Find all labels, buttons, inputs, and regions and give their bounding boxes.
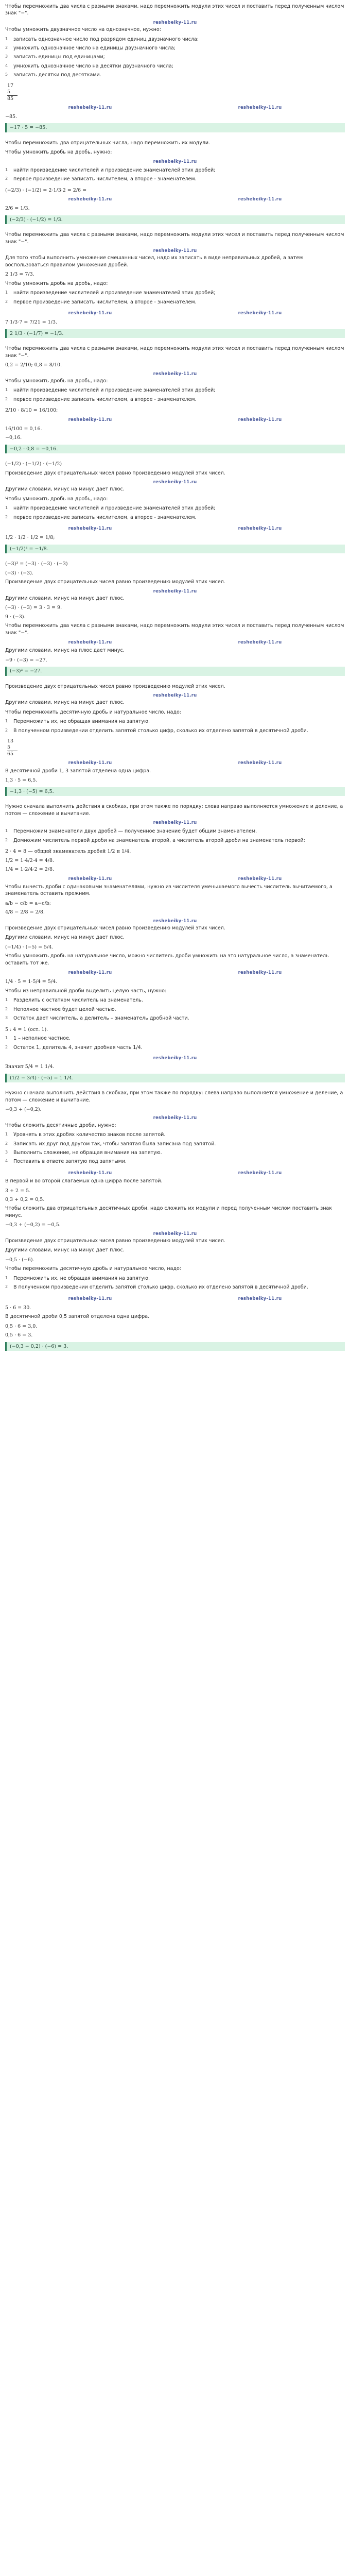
steps-list [5, 1131, 345, 1165]
math-line: 4/8 − 2/8 = 2/8. [5, 909, 45, 916]
math-line: (−1/4) · (−5) = 5/4. [5, 944, 54, 950]
rule-text: Чтобы умножить дробь на дробь, надо: [5, 496, 108, 502]
math-line: −9 · (−3) = −27. [5, 657, 47, 663]
math-line: 2 · 4 = 8 — общий знаменатель дробей 1/2 и 1/4. [5, 849, 131, 855]
math-line: 0,2 = 2/10; 0,8 = 8/10. [5, 362, 62, 368]
answer-box: −0,2 · 0,8 = −0,16. [5, 445, 345, 453]
rule-text: Другими словами, минус на минус дает плюс. [5, 486, 125, 493]
step-item: записать единицы под единицами; [13, 54, 105, 60]
watermark: reshebeiky-11.ru [238, 311, 282, 316]
watermark: reshebeiky-11.ru [153, 918, 197, 924]
steps-list [5, 718, 345, 734]
watermark: reshebeiky-11.ru [68, 876, 112, 882]
watermark: reshebeiky-11.ru [68, 311, 112, 316]
watermark: reshebeiky-11.ru [238, 105, 282, 110]
rule-text: Чтобы сложить десятичные дроби, нужно: [5, 1122, 116, 1128]
math-line: 3 + 2 = 5. [5, 1188, 31, 1194]
watermark: reshebeiky-11.ru [153, 159, 197, 164]
step-item: записать десятки под десятками. [13, 72, 101, 78]
answer-box: (1/2 − 3/4) · (−5) = 1 1/4. [5, 1074, 345, 1082]
math-line: −0,5 · (−6). [5, 1257, 34, 1263]
answer-box: (−2/3) · (−1/2) = 1/3. [5, 215, 345, 224]
rule-text: Чтобы из неправильной дроби выделить целую часть, нужно: [5, 988, 167, 994]
column-operand: 5 [7, 744, 11, 750]
solution-section-7 [5, 683, 345, 796]
math-line: 0,5 · 6 = 3. [5, 1332, 33, 1338]
solution-section-1 [5, 3, 345, 132]
watermark: reshebeiky-11.ru [238, 639, 282, 645]
solution-section-8 [5, 803, 345, 1082]
math-line: 1/2 = 1·4/2·4 = 4/8. [5, 857, 55, 863]
solution-section-4 [5, 345, 345, 453]
rule-text: Чтобы умножить дробь на натуральное число, можно числитель дроби умножить на это натуральное число, а знаменатель оставить тот же. [5, 953, 329, 966]
rule-text: Произведение двух отрицательных чисел равно произведению модулей этих чисел. [5, 470, 225, 476]
rule-text: В десятичной дроби 0,5 запятой отделена одна цифра. [5, 1314, 150, 1320]
steps-list [5, 1035, 345, 1051]
math-line: −0,16. [5, 435, 22, 441]
rule-text: Нужно сначала выполнить действия в скобках, при этом также по порядку: слева направо выполняется умножение и деление, а потом — сложение и вычитание. [5, 804, 343, 817]
math-line: 2/10 · 8/10 = 16/100; [5, 408, 58, 414]
watermark: reshebeiky-11.ru [153, 1115, 197, 1121]
step-item: умножить однозначное число на десятки двузначного числа; [13, 63, 173, 69]
math-line: 16/100 = 0,16. [5, 426, 42, 432]
watermark: reshebeiky-11.ru [238, 876, 282, 882]
step-item: найти произведение числителей и произведение знаменателей этих дробей; [13, 167, 216, 173]
watermark: reshebeiky-11.ru [238, 526, 282, 532]
watermark: reshebeiky-11.ru [68, 105, 112, 110]
math-line: 1,3 · 5 = 6,5. [5, 777, 38, 784]
watermark: reshebeiky-11.ru [238, 417, 282, 422]
math-line: −0,3 + (−0,2) = −0,5. [5, 1222, 61, 1228]
step-item: найти произведение числителей и произведение знаменателей этих дробей; [13, 290, 216, 296]
watermark: reshebeiky-11.ru [153, 480, 197, 485]
answer-box: (−0,3 − 0,2) · (−6) = 3. [5, 1342, 345, 1351]
steps-list [5, 167, 345, 183]
step-item: Остаток 1, делитель 4, значит дробная часть 1/4. [13, 1044, 143, 1050]
step-item: Неполное частное будет целой частью. [13, 1006, 116, 1012]
math-line: (−2/3) · (−1/2) = 2·1/3·2 = 2/6 = [5, 187, 87, 193]
answer-box: 2 1/3 · (−1/7) = −1/3. [5, 329, 345, 338]
answer-box: (−3)³ = −27. [5, 667, 345, 675]
rule-text: Произведение двух отрицательных чисел равно произведению модулей этих чисел. [5, 579, 225, 585]
math-line: 1/2 · 1/2 · 1/2 = 1/8; [5, 535, 55, 541]
rule-text: Чтобы перемножить два числа с разными знаками, надо перемножить модули этих чисел и поставить перед полученным числом знак "−". [5, 4, 344, 16]
math-line: 2/6 = 1/3. [5, 206, 30, 212]
rule-text: Для того чтобы выполнить умножение смешанных чисел, надо их записать в виде неправильных дробей, а затем воспользоваться правилом умножения дробей. [5, 255, 303, 268]
answer-box: −1,3 · (−5) = 6,5. [5, 787, 345, 796]
rule-text: Другими словами, минус на плюс дает минус. [5, 648, 125, 654]
steps-list [5, 828, 345, 844]
math-line: −85. [5, 113, 18, 120]
watermark: reshebeiky-11.ru [153, 1056, 197, 1061]
math-line: 1/4 = 1·2/4·2 = 2/8. [5, 867, 55, 873]
watermark: reshebeiky-11.ru [68, 970, 112, 976]
rule-text: Произведение двух отрицательных чисел равно произведению модулей этих чисел. [5, 683, 225, 689]
steps-list [5, 36, 345, 79]
watermark: reshebeiky-11.ru [153, 820, 197, 826]
step-item: умножить однозначное число на единицы двузначного числа; [13, 45, 176, 51]
watermark: reshebeiky-11.ru [68, 417, 112, 422]
step-item: найти произведение числителей и произведение знаменателей этих дробей; [13, 505, 216, 512]
watermark: reshebeiky-11.ru [238, 760, 282, 766]
rule-text: Чтобы умножить дробь на дробь, надо: [5, 280, 108, 286]
answer-box: −17 · 5 = −85. [5, 123, 345, 132]
steps-list [5, 387, 345, 403]
step-item: Перемножить их, не обращая внимания на запятую. [13, 719, 150, 725]
rule-text: Произведение двух отрицательных чисел равно произведению модулей этих чисел. [5, 925, 225, 931]
watermark: reshebeiky-11.ru [238, 970, 282, 976]
rule-text: Другими словами, минус на минус дает плюс. [5, 935, 125, 941]
step-item: первое произведение записать числителем, а второе - знаменателем. [13, 514, 197, 520]
column-result: 85 [7, 95, 18, 102]
step-item: Выполнить сложение, не обращая внимания на запятую. [13, 1150, 162, 1156]
math-line: 5 · 6 = 30. [5, 1304, 31, 1311]
rule-text: Чтобы перемножить десятичную дробь и натуральное число, надо: [5, 1266, 181, 1272]
math-line: 9 · (−3). [5, 614, 26, 620]
math-line: (−3)³ = (−3) · (−3) · (−3) [5, 561, 68, 567]
math-line: 2 1/3 = 7/3. [5, 272, 34, 278]
step-item: Записать их друг под другом так, чтобы запятая была записана под запятой. [13, 1141, 216, 1147]
solution-section-3 [5, 231, 345, 338]
rule-text: Другими словами, минус на минус дает плюс. [5, 595, 125, 601]
step-item: Перемножим знаменатели двух дробей — полученное значение будет общим знаменателем. [13, 828, 257, 835]
watermark: reshebeiky-11.ru [68, 526, 112, 532]
math-line: (−3) · (−3). [5, 570, 33, 576]
math-line: a/b − c/b = a−c/b; [5, 900, 51, 906]
watermark: reshebeiky-11.ru [153, 248, 197, 254]
watermark: reshebeiky-11.ru [68, 1296, 112, 1301]
rule-text: Другими словами, минус на минус дает плюс. [5, 1247, 125, 1253]
rule-text: Чтобы перемножить два числа с разными знаками, надо перемножить модули этих чисел и поставить перед полученным числом знак "−". [5, 623, 344, 636]
watermark: reshebeiky-11.ru [153, 692, 197, 698]
step-item: первое произведение записать числителем, а второе - знаменателем. [13, 299, 197, 305]
rule-text: Чтобы сложить два отрицательных десятичных дроби, надо сложить их модули и перед полученным числом поставить знак минус. [5, 1206, 332, 1218]
step-item: найти произведение числителей и произведение знаменателей этих дробей; [13, 387, 216, 394]
watermark: reshebeiky-11.ru [153, 1231, 197, 1236]
column-operand: 17 [7, 82, 14, 89]
rule-text: Чтобы перемножить два отрицательных числа, надо перемножить их модули. [5, 140, 211, 146]
step-item: Поставить в ответе запятую под запятыми. [13, 1159, 127, 1165]
math-line: 0,5 · 6 = 3,0. [5, 1323, 38, 1329]
column-operand: 5 [7, 89, 11, 95]
column-multiplication [7, 738, 345, 757]
column-result: 65 [7, 751, 18, 757]
watermark: reshebeiky-11.ru [68, 639, 112, 645]
rule-text: Чтобы перемножить два числа с разными знаками, надо перемножить модули этих чисел и поставить перед полученным числом знак "−". [5, 346, 344, 359]
watermark: reshebeiky-11.ru [68, 760, 112, 766]
watermark: reshebeiky-11.ru [238, 1170, 282, 1176]
step-item: 1 – неполное частное. [13, 1036, 71, 1042]
rule-text: Другими словами, минус на минус дает плюс. [5, 700, 125, 706]
column-operand: 13 [7, 738, 14, 744]
rule-text: Произведение двух отрицательных чисел равно произведению модулей этих чисел. [5, 1238, 225, 1244]
rule-text: Чтобы вычесть дроби с одинаковыми знаменателями, нужно из числителя уменьшаемого вычесть числитель вычитаемого, а знаменатель оставить прежним. [5, 884, 332, 897]
math-line: −0,3 + (−0,2). [5, 1107, 42, 1112]
math-line: 5 : 4 = 1 (ост. 1). [5, 1026, 48, 1032]
solution-section-2 [5, 140, 345, 225]
rule-text: Чтобы перемножить десятичную дробь и натуральное число, надо: [5, 709, 181, 715]
rule-text: В первой и во второй слагаемых одна цифра после запятой. [5, 1178, 163, 1184]
watermark: reshebeiky-11.ru [68, 197, 112, 202]
column-multiplication [7, 83, 345, 102]
step-item: В полученном произведении отделить запятой столько цифр, сколько их отделено запятой в десятичной дроби. [13, 1284, 308, 1291]
answer-box: (−1/2)³ = −1/8. [5, 545, 345, 553]
step-item: Домножим числитель первой дроби на знаменатель второй, а числитель второй дроби на знаменатель первой: [13, 837, 305, 843]
watermark: reshebeiky-11.ru [68, 1170, 112, 1176]
math-line: 1/4 · 5 = 1·5/4 = 5/4. [5, 979, 58, 985]
watermark: reshebeiky-11.ru [238, 197, 282, 202]
watermark: reshebeiky-11.ru [238, 1296, 282, 1301]
steps-list [5, 997, 345, 1022]
solution-section-9 [5, 1090, 345, 1351]
step-item: В полученном произведении отделить запятой столько цифр, сколько их отделено запятой в десятичной дроби. [13, 727, 308, 734]
watermark: reshebeiky-11.ru [153, 20, 197, 25]
math-line: 0,3 + 0,2 = 0,5. [5, 1197, 45, 1202]
step-item: записать однозначное число под разрядом единиц двузначного числа; [13, 36, 199, 42]
steps-list [5, 290, 345, 306]
step-item: Перемножить их, не обращая внимания на запятую. [13, 1275, 150, 1281]
step-item: Разделить с остатком числитель на знаменатель. [13, 997, 143, 1004]
math-line: (−1/2) · (−1/2) · (−1/2) [5, 461, 62, 467]
watermark: reshebeiky-11.ru [153, 371, 197, 377]
step-item: первое произведение записать числителем, а второе - знаменателем. [13, 176, 197, 182]
step-item: первое произведение записать числителем, а второе - знаменателем. [13, 396, 197, 402]
rule-text: Чтобы умножить дробь на дробь, надо: [5, 378, 108, 384]
rule-text: Чтобы перемножить два числа с разными знаками, надо перемножить модули этих чисел и поставить перед полученным числом знак "−". [5, 232, 344, 245]
math-line: Значит 5/4 = 1 1/4. [5, 1064, 55, 1070]
rule-text: В десятичной дроби 1, 3 запятой отделена одна цифра. [5, 768, 151, 774]
rule-text: Чтобы умножить дробь на дробь, нужно: [5, 149, 112, 156]
solution-section-6 [5, 561, 345, 675]
rule-text: Чтобы умножить двузначное число на однозначное, нужно: [5, 27, 161, 33]
watermark: reshebeiky-11.ru [153, 588, 197, 594]
math-line: (−3) · (−3) = 3 · 3 = 9. [5, 605, 62, 611]
math-line: 7·1/3·7 = 7/21 = 1/3. [5, 319, 58, 326]
step-item: Остаток дает числитель, а делитель – знаменатель дробной части. [13, 1015, 189, 1022]
rule-text: Нужно сначала выполнить действия в скобках, при этом также по порядку: слева направо выполняется умножение и деление, а потом — сложение и вычитание. [5, 1090, 343, 1103]
steps-list [5, 505, 345, 521]
step-item: Уровнять в этих дробях количество знаков после запятой. [13, 1132, 166, 1138]
solution-section-5 [5, 461, 345, 553]
steps-list [5, 1275, 345, 1291]
